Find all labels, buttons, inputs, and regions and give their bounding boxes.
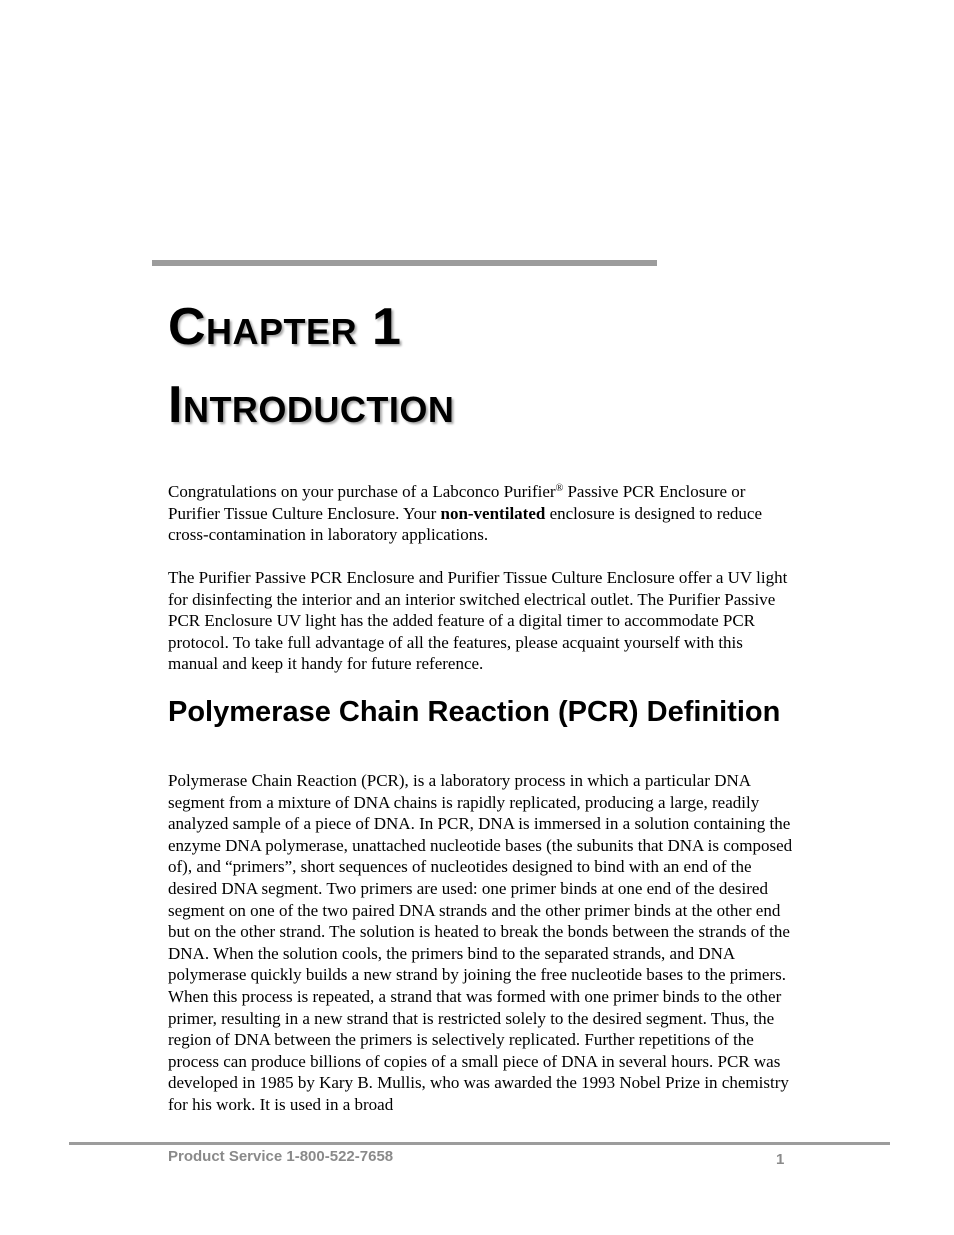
footer-service-line: Product Service 1-800-522-7658 bbox=[168, 1148, 394, 1165]
intro-text-1: Congratulations on your purchase of a Labconco Purifier bbox=[168, 482, 556, 501]
intro-paragraph-1 bbox=[168, 481, 794, 546]
footer-rule bbox=[69, 1142, 890, 1145]
page-number: 1 bbox=[776, 1151, 785, 1168]
registered-mark: ® bbox=[555, 483, 564, 494]
intro-bold-term: non-ventilated bbox=[440, 503, 546, 523]
section-heading: Polymerase Chain Reaction (PCR) Definition bbox=[168, 696, 781, 728]
chapter-top-rule bbox=[152, 260, 657, 266]
intro-text-3: enclosure is designed to reduce cross-contamination in laboratory applications. bbox=[168, 503, 763, 545]
chapter-title: Introduction bbox=[168, 376, 455, 434]
chapter-title-block bbox=[168, 296, 454, 436]
intro-paragraph-2-text: The Purifier Passive PCR Enclosure and Purifier Tissue Culture Enclosure offer a UV light for disinfecting the interior and an interior switched electrical outlet. The Purifier Passive PCR Enclosure UV light has the added feature of a digital timer to accommodate PCR protocol. To take full advantage of all the features, please acquaint yourself with this manual and keep it handy for future reference. bbox=[168, 568, 788, 674]
section-paragraph bbox=[168, 770, 794, 1116]
chapter-number: Chapter 1 bbox=[168, 298, 402, 356]
section-paragraph-text: Polymerase Chain Reaction (PCR), is a laboratory process in which a particular DNA segment from a mixture of DNA chains is rapidly replicated, producing a large, readily analyzed sample of a piece of DNA. In PCR, DNA is immersed in a solution containing the enzyme DNA polymerase, unattached nucleotide bases (the subunits that DNA is composed of), and “primers”, short sequences of nucleotides designed to bind with an end of the desired DNA segment. Two primers are used: one primer binds at one end of the desired segment on one of the two paired DNA strands and the other primer binds at the other end but on the other strand. The solution is heated to break the bonds between the strands of the DNA. When the solution cools, the primers bind to the separated strands, and DNA polymerase quickly builds a new strand by joining the free nucleotide bases to the primers. When this process is repeated, a strand that was formed with one primer binds to the other primer, resulting in a new strand that is restricted solely to the desired segment. Thus, the region of DNA between the primers is selectively replicated. Further repetitions of the process can produce billions of copies of a small piece of DNA in several hours. PCR was developed in 1985 by Kary B. Mullis, who was awarded the 1993 Nobel Prize in chemistry for his work. It is used in a broad bbox=[168, 771, 793, 1114]
intro-text-2: Passive PCR Enclosure or Purifier Tissue Culture Enclosure. Your bbox=[168, 482, 746, 523]
intro-paragraph-2 bbox=[168, 567, 794, 675]
